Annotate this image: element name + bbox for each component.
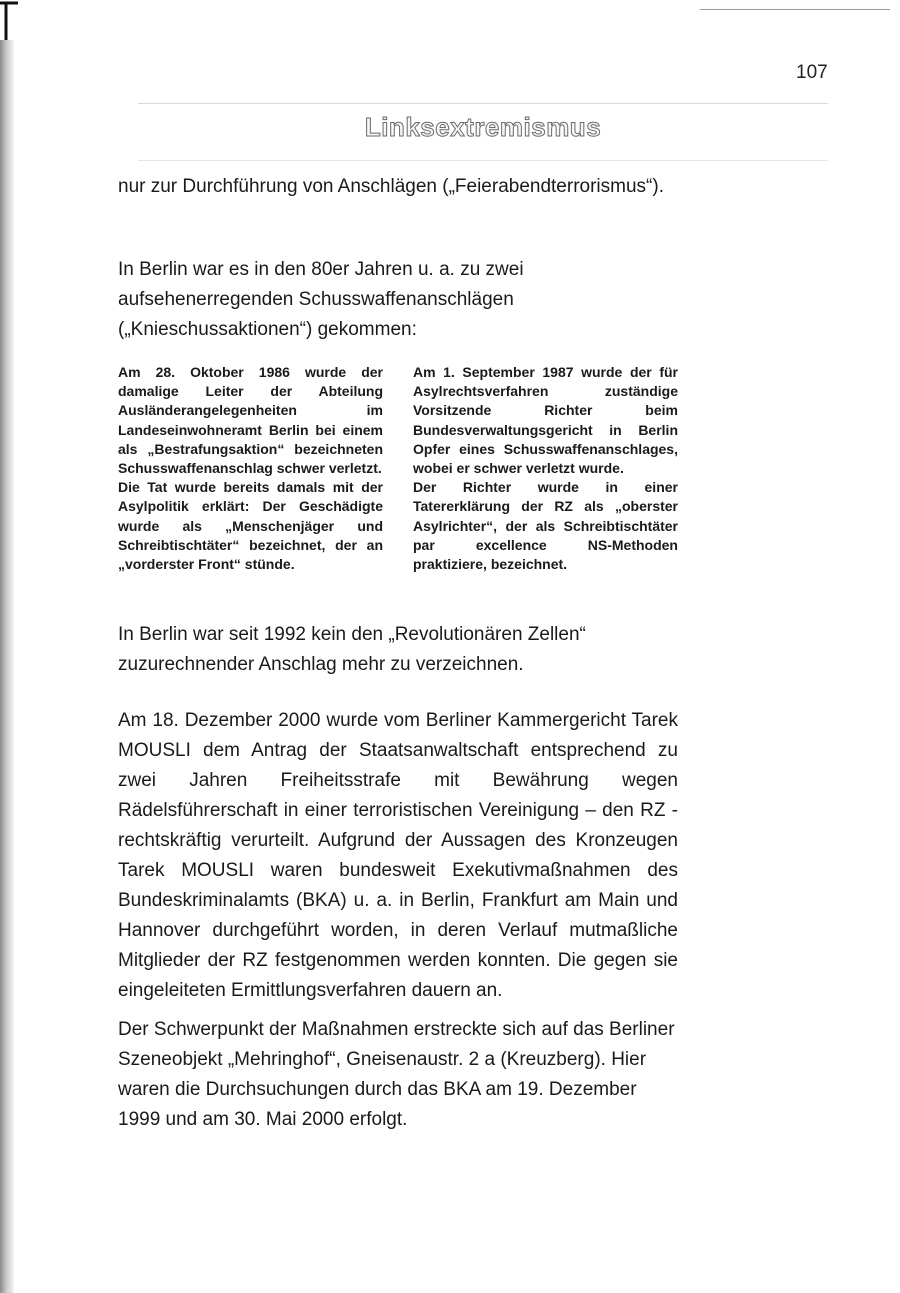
header-rule-bottom xyxy=(138,160,828,161)
left-column-box xyxy=(118,363,383,574)
right-column-para-2: Der Richter wurde in einer Tatererklärung der RZ als „oberster Asylrichter“, der als Schreibtischtäter par excellence NS-Methoden praktiziere, bezeichnet. xyxy=(413,479,678,573)
paragraph-5: Der Schwerpunkt der Maßnahmen erstreckte sich auf das Berliner Szeneobjekt „Mehringhof“, Gneisenaustr. 2 a (Kreuzberg). Hier waren die Durchsuchungen durch das BKA am 19. Dezember 1999 und am 30. Mai 2000 erfolgt. xyxy=(118,1019,675,1130)
page-number: 107 xyxy=(796,62,828,83)
paragraph-1: nur zur Durchführung von Anschlägen („Feierabendterrorismus“). xyxy=(118,176,664,197)
running-title: Linksextremismus xyxy=(364,112,602,142)
crop-mark-icon xyxy=(0,0,22,40)
right-column-box xyxy=(413,363,678,574)
scan-spine-shadow xyxy=(0,40,14,1293)
left-column-para-2: Die Tat wurde bereits damals mit der Asylpolitik erklärt: Der Geschädigte wurde als „Menschenjäger und Schreibtischtäter“ bezeichnet, der an „vorderster Front“ stünde. xyxy=(118,479,383,573)
right-column-para-1: Am 1. September 1987 wurde der für Asylrechtsverfahren zuständige Vorsitzende Richter beim Bundesverwaltungsgericht in Berlin Opfer eines Schusswaffenanschlages, wobei er schwer verletzt wurde. xyxy=(413,364,678,477)
paragraph-2: In Berlin war es in den 80er Jahren u. a. zu zwei aufsehenerregenden Schusswaffenanschlägen („Knieschussaktionen“) gekommen: xyxy=(118,259,524,340)
paragraph-4: Am 18. Dezember 2000 wurde vom Berliner Kammergericht Tarek MOUSLI dem Antrag der Staatsanwaltschaft entsprechend zu zwei Jahren Freiheitsstrafe mit Bewährung wegen Rädelsführerschaft in einer terroristischen Vereinigung – den RZ - rechtskräftig verurteilt. Aufgrund der Aussagen des Kronzeugen Tarek MOUSLI waren bundesweit Exekutivmaßnahmen des Bundeskriminalamts (BKA) u. a. in Berlin, Frankfurt am Main und Hannover durchgeführt worden, in deren Verlauf mutmaßliche Mitglieder der RZ festgenommen werden konnten. Die gegen sie eingeleiteten Ermittlungsverfahren dauern an. xyxy=(118,710,678,1001)
top-edge-rule xyxy=(700,9,890,10)
paragraph-3: In Berlin war seit 1992 kein den „Revolutionären Zellen“ zuzurechnender Anschlag mehr zu verzeichnen. xyxy=(118,624,586,675)
header-rule-top xyxy=(138,103,828,104)
left-column-para-1: Am 28. Oktober 1986 wurde der damalige Leiter der Abteilung Ausländerangelegenheiten im Landeseinwohneramt Berlin bei einem als „Bestrafungsaktion“ bezeichneten Schusswaffenanschlag schwer verletzt. xyxy=(118,364,383,477)
